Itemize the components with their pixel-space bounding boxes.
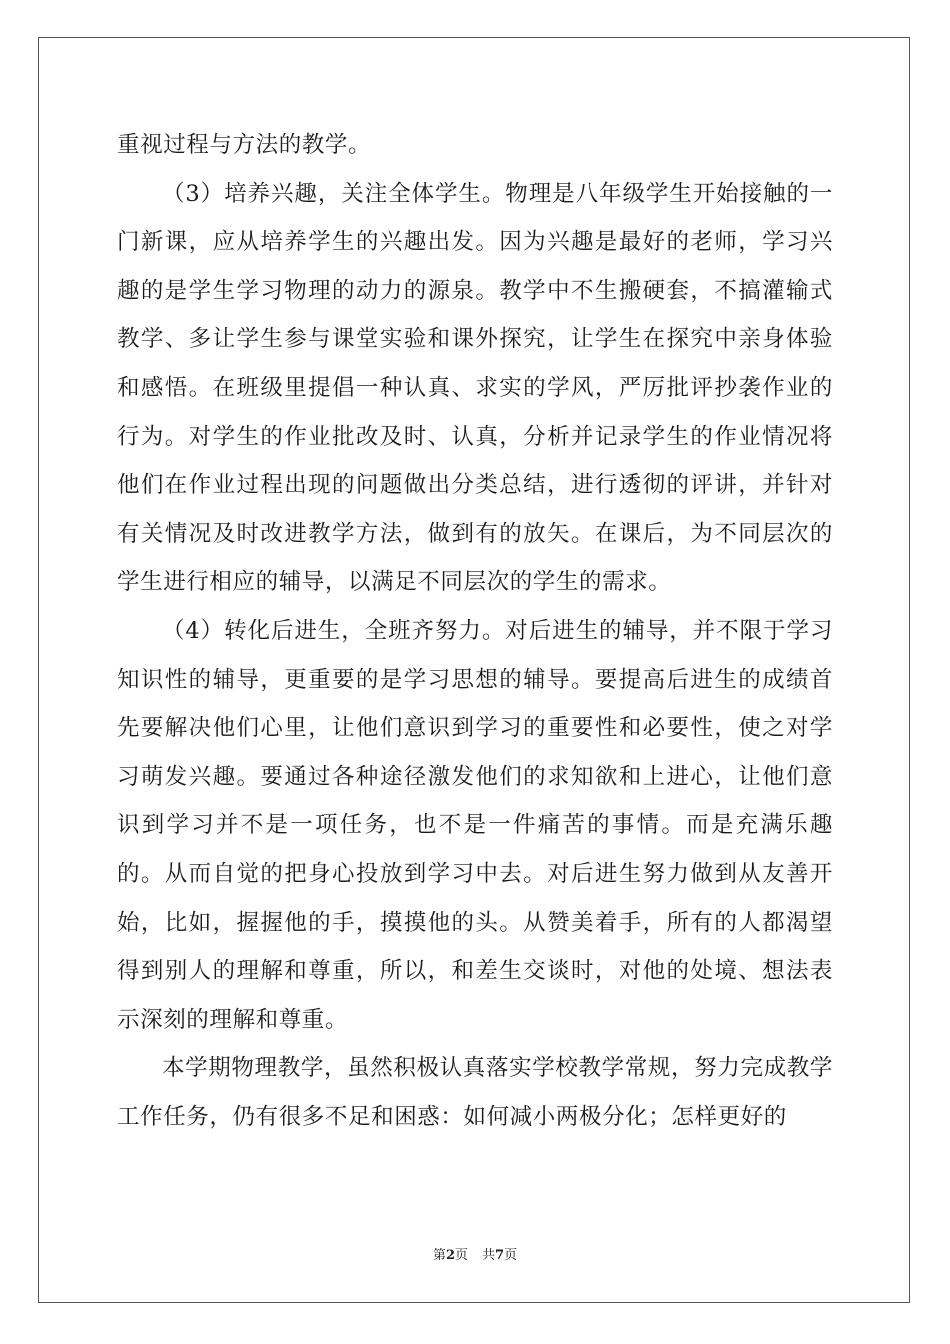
paragraph-2: （3）培养兴趣，关注全体学生。物理是八年级学生开始接触的一门新课，应从培养学生的兴趣出发。因为兴趣是最好的老师，学习兴趣的是学生学习物理的动力的源泉。教学中不生搬硬套，不搞灌输式教学、多让学生参与课堂实验和课外探究，让学生在探究中亲身体验和感悟。在班级里提倡一种认真、求实的学风，严厉批评抄袭作业的行为。对学生的作业批改及时、认真，分析并记录学生的作业情况将他们在作业过程出现的问题做出分类总结，进行透彻的评讲，并针对有关情况及时改进教学方法，做到有的放矢。在课后，为不同层次的学生进行相应的辅导，以满足不同层次的学生的需求。	[117, 180, 833, 596]
total-prefix: 共	[482, 1248, 496, 1263]
document-body	[117, 121, 833, 1141]
paragraph-1: 重视过程与方法的教学。	[117, 132, 372, 158]
paragraph-3: （4）转化后进生，全班齐努力。对后进生的辅导，并不限于学习知识性的辅导，更重要的是学习思想的辅导。要提高后进生的成绩首先要解决他们心里，让他们意识到学习的重要性和必要性，使之对学习萌发兴趣。要通过各种途径激发他们的求知欲和上进心，让他们意识到学习并不是一项任务，也不是一件痛苦的事情。而是充满乐趣的。从而自觉的把身心投放到学习中去。对后进生努力做到从友善开始，比如，握握他的手，摸摸他的头。从赞美着手，所有的人都渴望得到别人的理解和尊重，所以，和差生交谈时，对他的处境、想法表示深刻的理解和尊重。	[117, 617, 833, 1033]
total-suffix: 页	[504, 1248, 518, 1263]
page-prefix: 第	[432, 1248, 446, 1263]
page-number: 2	[445, 1248, 455, 1263]
page-footer	[0, 1247, 950, 1265]
paragraph-4: 本学期物理教学，虽然积极认真落实学校教学常规，努力完成教学工作任务，仍有很多不足和困惑：如何减小两极分化；怎样更好的	[117, 1055, 833, 1130]
total-pages: 7	[495, 1248, 505, 1263]
page-suffix: 页	[454, 1248, 468, 1263]
